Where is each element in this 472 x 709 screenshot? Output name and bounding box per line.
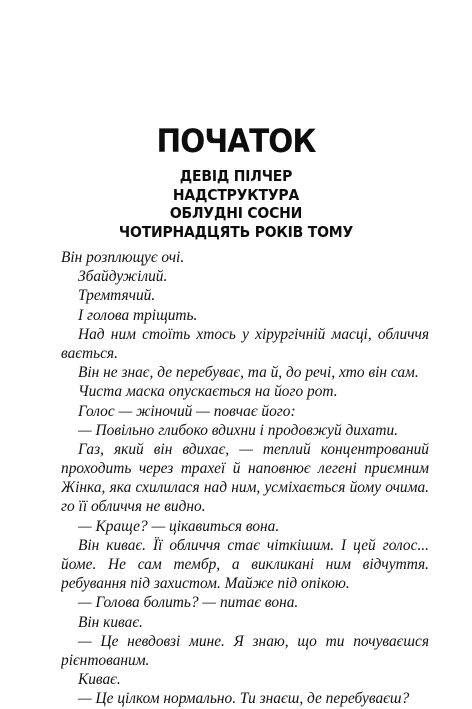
text-line: Газ, який він вдихає, — теплий концентрований <box>78 440 429 458</box>
text-line: Чиста маска опускається на його рот. <box>78 383 338 401</box>
place-name: ОБЛУДНІ СОСНИ <box>169 204 303 222</box>
text-line: — Повільно глибоко вдихни і продовжуй дихати. <box>78 421 398 439</box>
author-name: ДЕВІД ПІЛЧЕР <box>179 167 293 185</box>
text-line: Над ним стоїть хтось у хірургічній масці, обличчя <box>78 325 429 343</box>
text-line: — Голова болить? — питає вона. <box>78 594 299 612</box>
text-line: ребування під захистом. Майже під опікою. <box>61 575 350 593</box>
chapter-title: ПОЧАТОК <box>156 122 316 160</box>
text-line: проходить через трахеї й наповнює легені приємним <box>61 460 429 478</box>
text-line: І голова тріщить. <box>78 306 198 324</box>
text-line: Збайдужілий. <box>78 268 168 286</box>
text-line: го її обличчя не видно. <box>61 498 206 516</box>
text-line: Тремтячий. <box>78 287 156 305</box>
text-line: Киває. <box>78 671 121 689</box>
text-line: Голос — жіночий — повчає його: <box>78 402 296 420</box>
text-line: — Краще? — цікавиться вона. <box>78 517 280 535</box>
text-line: вається. <box>61 344 118 362</box>
time-marker: ЧОТИРНАДЦЯТЬ РОКІВ ТОМУ <box>118 223 354 241</box>
text-line: — Це цілком нормально. Ти знаєш, де перебуваєш? <box>78 690 410 708</box>
text-line: Жінка, яка схилилася над ним, усміхається йому очима. <box>61 479 429 497</box>
text-line: Він розплющує очі. <box>61 249 185 266</box>
text-line: Він не знає, де перебуває, та й, до речі, хто він сам. <box>78 364 419 382</box>
text-line: Він киває. Її обличчя стає чіткішим. І цей голос... <box>78 536 429 554</box>
text-line: — Це невдовзі мине. Я знаю, що ти почуваєшся <box>78 632 429 650</box>
text-line: рієнтованим. <box>61 651 150 669</box>
text-line: Він киває. <box>78 613 143 631</box>
body-text <box>61 248 429 709</box>
text-line: йоме. Не сам тембр, а викликані ним відчуття. <box>61 556 429 573</box>
location-name: НАДСТРУКТУРА <box>172 186 300 204</box>
